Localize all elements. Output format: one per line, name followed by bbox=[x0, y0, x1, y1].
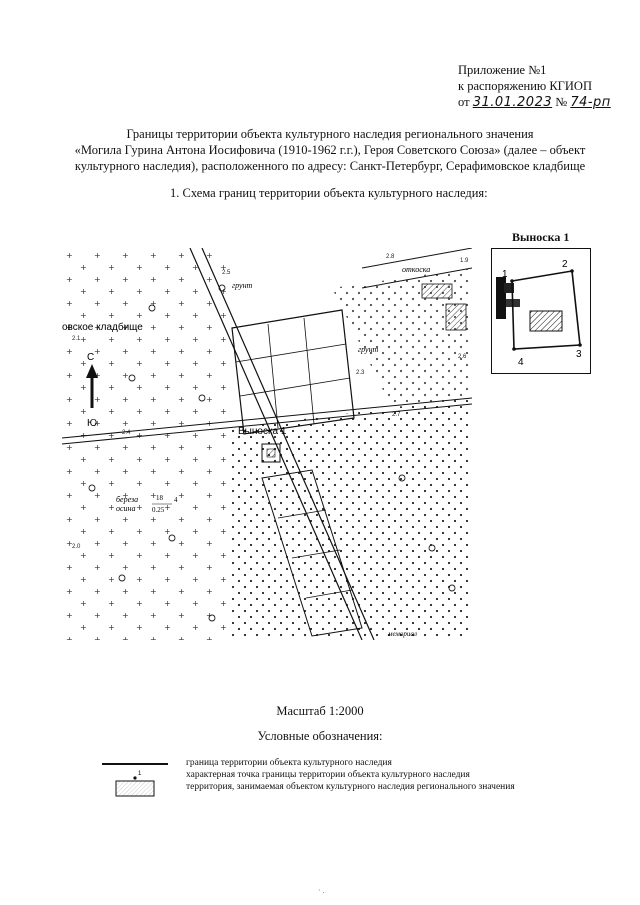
elevation-1: 2.1 bbox=[72, 336, 81, 342]
callout-point-1 bbox=[510, 279, 514, 283]
elevation-7: 2.5 bbox=[222, 270, 231, 276]
legend-label-boundary: граница территории объекта культурного наследия bbox=[186, 758, 392, 768]
section-heading: 1. Схема границ территории объекта культурного наследия: bbox=[170, 186, 488, 200]
label-callout-ref: Выноска 1 bbox=[238, 426, 287, 437]
callout-boundary bbox=[512, 271, 580, 349]
elevation-8: 2.0 bbox=[72, 544, 81, 550]
legend-point-number: 1 bbox=[138, 771, 142, 777]
compass-north: С bbox=[87, 352, 95, 363]
callout-label-1: 1 bbox=[502, 269, 508, 280]
label-tree-fraction-bottom: 0.25 bbox=[152, 506, 165, 514]
callout-object bbox=[530, 311, 562, 331]
appendix-date-line bbox=[458, 94, 628, 111]
object-marker bbox=[267, 449, 275, 457]
appendix-line-1: Приложение №1 bbox=[458, 63, 547, 77]
callout-point-3 bbox=[578, 343, 582, 347]
legend-label-point: характерная точка границы территории объекта культурного наследия bbox=[186, 770, 470, 780]
callout-point-4 bbox=[512, 347, 516, 351]
label-tree-species-2: осина bbox=[116, 504, 136, 513]
callout-label-2: 2 bbox=[562, 259, 568, 270]
elevation-5: 2.6 bbox=[458, 354, 467, 360]
appendix-block bbox=[458, 62, 628, 111]
elevation-3: 2.7 bbox=[392, 412, 401, 418]
label-memorial: мемориал bbox=[388, 630, 417, 638]
callout-title: Выноска 1 bbox=[512, 230, 570, 244]
number-prefix: № bbox=[555, 95, 568, 109]
title-line-2: «Могила Гурина Антона Иосифовича (1910-1962 г.г.), Героя Советского Союза» (далее – объект bbox=[74, 143, 586, 157]
legend-area-symbol bbox=[100, 780, 170, 796]
callout-label-4: 4 bbox=[518, 357, 524, 368]
document-title bbox=[60, 126, 600, 174]
footer-marks: · . bbox=[318, 886, 325, 895]
vegetation-area bbox=[62, 248, 232, 640]
date-prefix: от bbox=[458, 95, 470, 109]
legend-label-area: территория, занимаемая объектом культурного наследия регионального значения bbox=[186, 782, 515, 792]
compass-south: Ю bbox=[87, 418, 98, 429]
elevation-2: 2.8 bbox=[386, 254, 395, 260]
label-slope: откоска bbox=[402, 265, 431, 274]
label-tree-fraction-top: 18 bbox=[156, 494, 163, 502]
label-ground-2: грунт bbox=[358, 345, 379, 354]
title-line-1: Границы территории объекта культурного наследия регионального значения bbox=[126, 127, 534, 141]
label-ground-1: грунт bbox=[232, 281, 253, 290]
legend-title: Условные обозначения: bbox=[257, 729, 383, 743]
number-value: 74-рп bbox=[570, 95, 611, 110]
elevation-6: 1.9 bbox=[460, 258, 469, 264]
label-cemetery: овское кладбище bbox=[62, 322, 143, 333]
callout-point-2 bbox=[570, 269, 574, 273]
appendix-line-2: к распоряжению КГИОП bbox=[458, 79, 592, 93]
callout-panel bbox=[491, 248, 591, 374]
callout-label-3: 3 bbox=[576, 349, 582, 360]
map-scale: Масштаб 1:2000 bbox=[276, 704, 364, 718]
site-map-svg bbox=[62, 248, 472, 640]
legend-item-area bbox=[100, 780, 580, 796]
building-2 bbox=[446, 304, 466, 330]
site-map bbox=[62, 248, 472, 640]
label-tree-species: береза bbox=[116, 495, 139, 504]
label-tree-suffix: 4 bbox=[174, 496, 178, 504]
callout-drawing bbox=[492, 249, 590, 373]
date-value: 31.01.2023 bbox=[472, 95, 553, 110]
building-1 bbox=[422, 284, 452, 298]
elevation-9: 2.3 bbox=[356, 370, 365, 376]
elevation-4: 2.4 bbox=[122, 430, 131, 436]
title-line-3: культурного наследия), расположенного по адресу: Санкт-Петербург, Серафимовское кладбище bbox=[74, 159, 586, 173]
